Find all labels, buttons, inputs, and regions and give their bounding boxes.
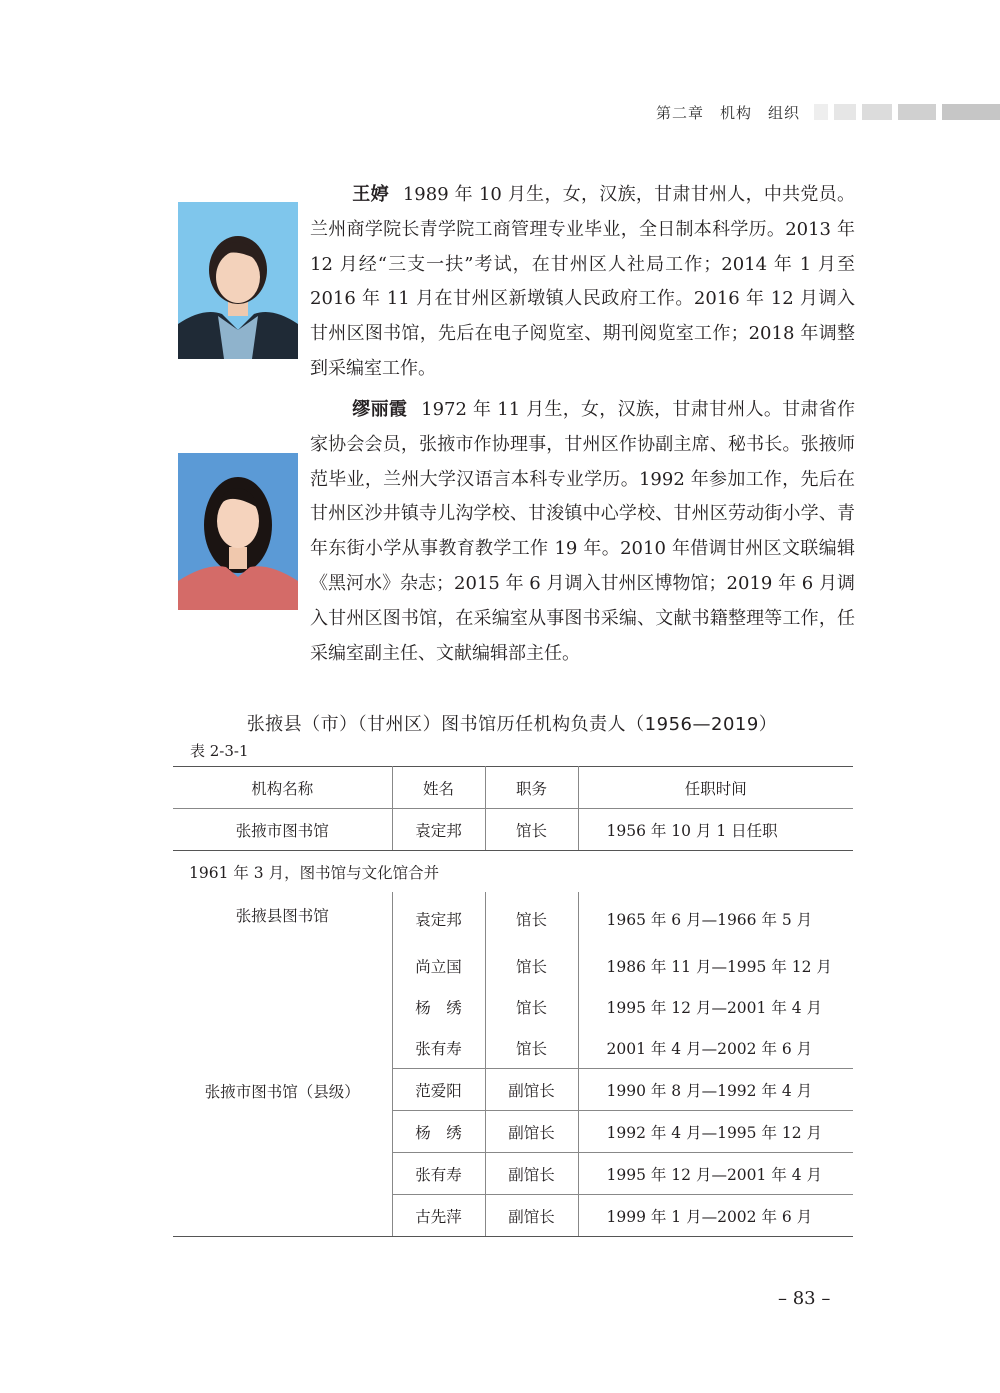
- time-cell: 2001 年 4 月—2002 年 6 月: [606, 1039, 813, 1058]
- merge-note: 1961 年 3 月，图书馆与文化馆合并: [189, 863, 440, 882]
- name-cell: 古先萍: [392, 1195, 485, 1237]
- name-cell: 张有寿: [392, 1027, 485, 1069]
- title-cell: 副馆长: [485, 1069, 578, 1111]
- header-decoration-block: [834, 104, 856, 120]
- bio-paragraph: [310, 178, 855, 387]
- leaders-table: [173, 766, 853, 1237]
- column-header: 任职时间: [578, 767, 853, 809]
- column-header: 姓名: [392, 767, 485, 809]
- title-cell: 副馆长: [485, 1153, 578, 1195]
- time-cell: 1990 年 8 月—1992 年 4 月: [578, 1069, 853, 1111]
- chapter-title: 第二章 机构 组织: [655, 103, 800, 122]
- running-header: [656, 100, 1000, 124]
- org-cell: 张掖市图书馆（县级）: [173, 945, 392, 1237]
- title-cell: 馆长: [485, 892, 578, 945]
- column-header: 机构名称: [173, 767, 392, 809]
- name-cell: 尚立国: [392, 945, 485, 986]
- header-decoration-block: [862, 104, 892, 120]
- time-cell: 1999 年 1 月—2002 年 6 月: [578, 1195, 853, 1237]
- table-number: 表 2-3-1: [190, 742, 249, 760]
- title-cell: 馆长: [485, 986, 578, 1027]
- org-cell: 张掖市图书馆: [173, 809, 392, 851]
- name-cell: 袁定邦: [392, 809, 485, 851]
- table-header-row: [173, 767, 853, 809]
- title-cell: 馆长: [485, 809, 578, 851]
- time-cell: 1965 年 6 月—1966 年 5 月: [606, 910, 813, 929]
- time-cell: 1992 年 4 月—1995 年 12 月: [578, 1111, 853, 1153]
- time-cell: 1995 年 12 月—2001 年 4 月: [606, 998, 823, 1017]
- table-title: 张掖县（市）（甘州区）图书馆历任机构负责人（1956—2019）: [246, 714, 778, 735]
- time-cell: 1995 年 12 月—2001 年 4 月: [578, 1153, 853, 1195]
- name-cell: 杨 绣: [392, 1111, 485, 1153]
- page-number: – 83 –: [778, 1288, 831, 1309]
- column-header: 职务: [485, 767, 578, 809]
- title-cell: 馆长: [485, 945, 578, 986]
- name-cell: 袁定邦: [392, 892, 485, 945]
- title-cell: 副馆长: [485, 1195, 578, 1237]
- title-cell: 馆长: [485, 1027, 578, 1069]
- name-cell: 张有寿: [392, 1153, 485, 1195]
- bio-name: 王婷: [352, 184, 389, 205]
- table-row: [173, 892, 853, 945]
- header-decoration-block: [814, 104, 828, 120]
- portrait-photo-miao-lixia: [178, 453, 298, 610]
- bio-text: 1972 年 11 月生，女，汉族，甘肃甘州人。甘肃省作家协会会员，张掖市作协理事，甘州区作协副主席、秘书长。张掖师范毕业，兰州大学汉语言本科专业学历。1992 年参加工作，先后在甘州区沙井镇寺儿沟学校、甘浚镇中心学校、甘州区劳动街小学、青年东街小学从事教育教学工作 19 年。2010 年借调甘州区文联编辑《黑河水》杂志；2015 年 6 月调入甘州区博物馆；2019 年 6 月调入甘州区图书馆，在采编室从事图书采编、文献书籍整理等工作，任采编室副主任、文献编辑部主任。: [310, 399, 855, 664]
- table-row: [173, 945, 853, 986]
- title-cell: 副馆长: [485, 1111, 578, 1153]
- portrait-photo-wang-ting: [178, 202, 298, 359]
- table-row: [173, 809, 853, 851]
- header-decoration-block: [898, 104, 936, 120]
- name-cell: 范爱阳: [392, 1069, 485, 1111]
- table-note-row: [173, 851, 853, 893]
- org-cell: 张掖县图书馆: [173, 892, 392, 945]
- bio-paragraph: [310, 393, 855, 671]
- time-cell: 1986 年 11 月—1995 年 12 月: [606, 957, 832, 976]
- header-decoration-block: [942, 104, 1000, 120]
- name-cell: 杨 绣: [392, 986, 485, 1027]
- bio-text: 1989 年 10 月生，女，汉族，甘肃甘州人，中共党员。兰州商学院长青学院工商管理专业毕业，全日制本科学历。2013 年 12 月经“三支一扶”考试，在甘州区人社局工作；2014 年 1 月至 2016 年 11 月在甘州区新墩镇人民政府工作。2016 年 12 月调入甘州区图书馆，先后在电子阅览室、期刊阅览室工作；2018 年调整到采编室工作。: [310, 184, 855, 379]
- time-cell: 1956 年 10 月 1 日任职: [578, 809, 853, 851]
- bio-name: 缪丽霞: [352, 399, 408, 420]
